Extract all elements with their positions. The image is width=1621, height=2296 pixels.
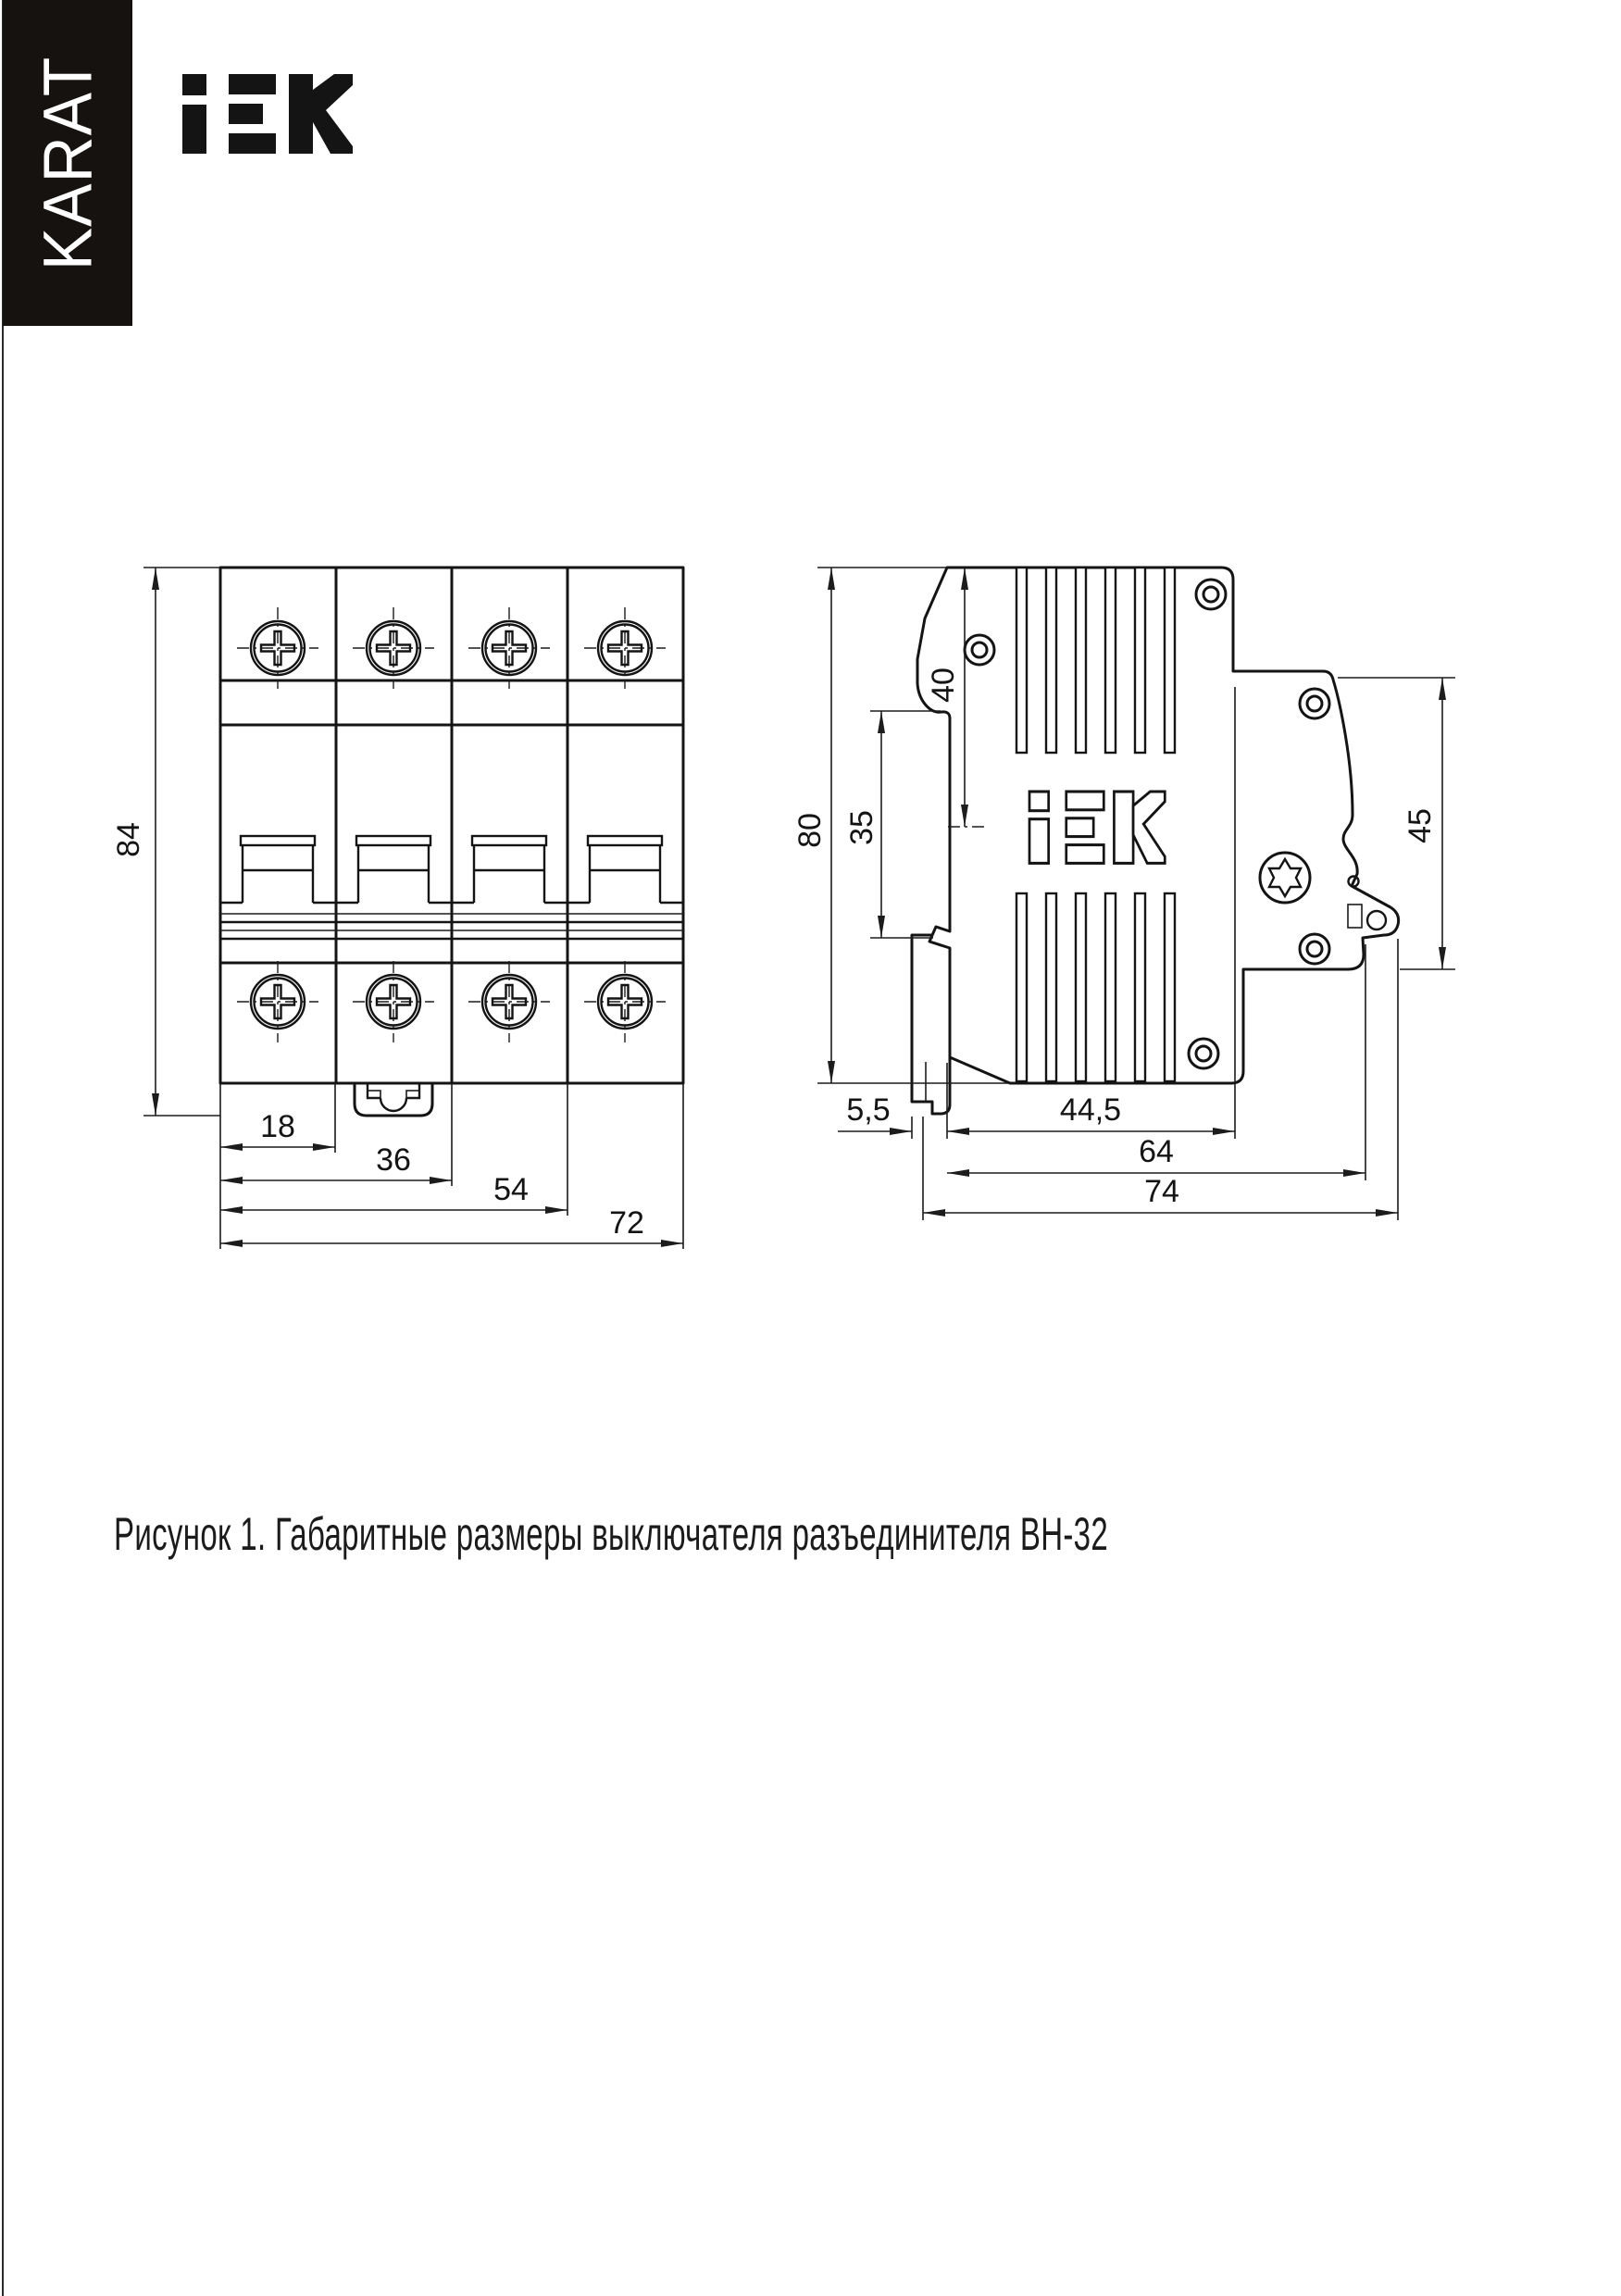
dim-label-74: 74 <box>1144 1174 1179 1209</box>
din-clip-side <box>912 935 950 1114</box>
dim-label-84: 84 <box>111 822 146 857</box>
dim-label-44-5: 44,5 <box>1059 1092 1122 1128</box>
dim-label-72: 72 <box>609 1205 644 1241</box>
dim-label-54: 54 <box>493 1172 529 1207</box>
karat-banner-label: KARAT <box>29 56 106 270</box>
dim-label-18: 18 <box>260 1109 295 1144</box>
dim-label-80: 80 <box>792 813 828 848</box>
figure-caption: Рисунок 1. Габаритные размеры выключателя разъединителя ВН-32 <box>114 1508 1109 1560</box>
iek-logo <box>182 74 353 154</box>
front-view <box>111 568 683 1249</box>
side-view <box>792 568 1455 1220</box>
din-clip-front <box>355 1083 432 1116</box>
dim-label-40: 40 <box>926 668 961 703</box>
dim-label-36: 36 <box>376 1142 411 1178</box>
dim-label-35: 35 <box>844 810 879 845</box>
dim-label-45: 45 <box>1403 808 1438 843</box>
dim-label-5-5: 5,5 <box>846 1092 891 1128</box>
dim-label-64: 64 <box>1139 1134 1174 1169</box>
breaker-body-side <box>917 568 1399 1083</box>
